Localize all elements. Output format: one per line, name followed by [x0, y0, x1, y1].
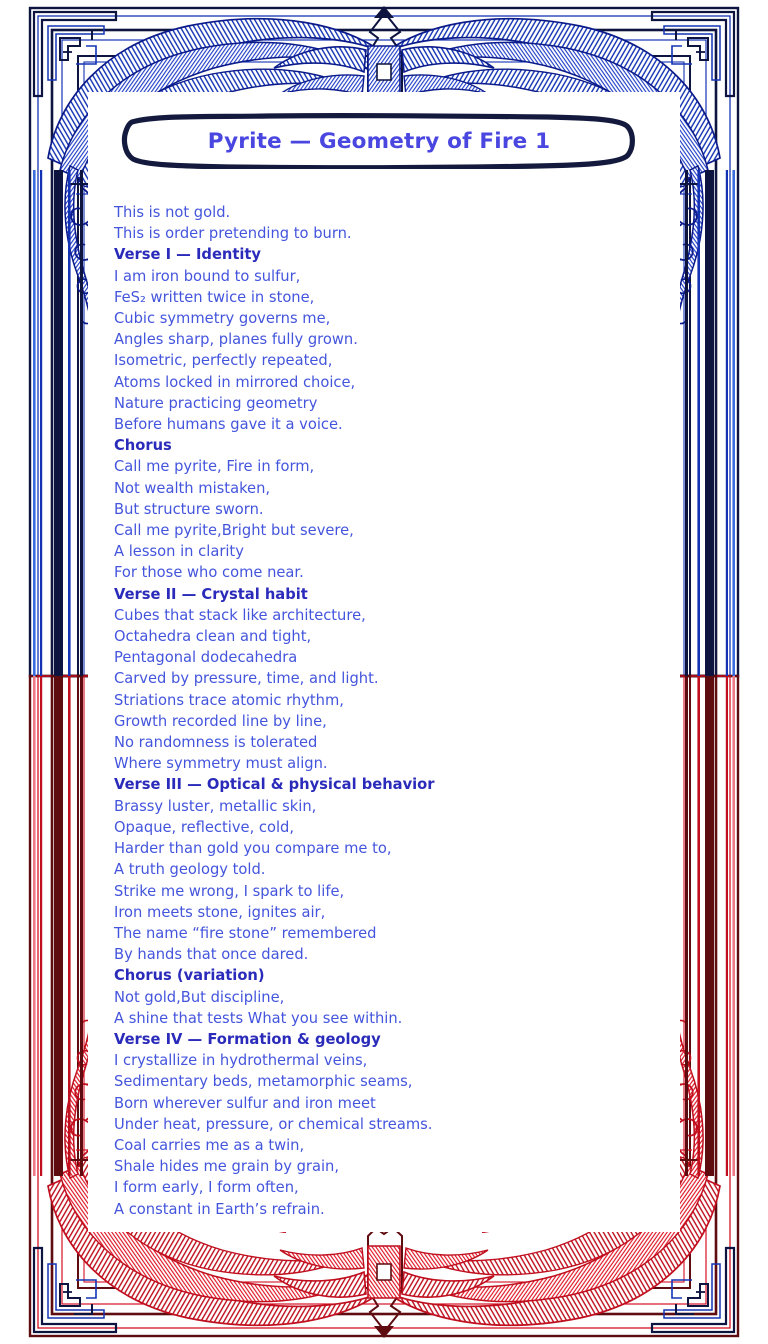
lyric-line: Nature practicing geometry [114, 394, 318, 412]
lyric-heading: Chorus (variation) [114, 967, 265, 985]
lyric-heading: Chorus [114, 437, 172, 455]
lyric-line: Cubes that stack like architecture, [114, 606, 366, 624]
lyric-line: Harder than gold you compare me to, [114, 840, 392, 858]
lyric-line: Before humans gave it a voice. [114, 416, 343, 434]
content-panel [88, 92, 680, 1232]
lyric-heading: Verse II — Crystal habit [114, 585, 308, 603]
lyric-line: I crystallize in hydrothermal veins, [114, 1052, 368, 1070]
lyric-line: Opaque, reflective, cold, [114, 818, 295, 836]
lyric-line: Striations trace atomic rhythm, [114, 691, 344, 709]
lyric-line: Iron meets stone, ignites air, [114, 903, 326, 921]
lyric-heading: Verse I — Identity [114, 246, 262, 264]
page-title: Pyrite — Geometry of Fire 1 [207, 128, 551, 154]
lyric-line: For those who come near. [114, 564, 304, 582]
lyrics-block [114, 202, 654, 1220]
lyric-line: Pentagonal dodecahedra [114, 649, 298, 667]
lyric-line: A constant in Earth’s refrain. [114, 1200, 325, 1218]
lyric-line: No randomness is tolerated [114, 734, 318, 752]
lyric-line: Cubic symmetry governs me, [114, 310, 331, 328]
lyric-line: Call me pyrite,Bright but severe, [114, 522, 354, 540]
lyric-line: Strike me wrong, I spark to life, [114, 882, 345, 900]
lyric-line: Where symmetry must align. [114, 755, 328, 773]
lyric-heading: Verse III — Optical & physical behavior [114, 776, 435, 794]
lyric-line: Not wealth mistaken, [114, 479, 271, 497]
lyric-line: Not gold,But discipline, [114, 988, 285, 1006]
lyric-line: Call me pyrite, Fire in form, [114, 458, 315, 476]
lyric-line: Atoms locked in mirrored choice, [114, 373, 356, 391]
title-plaque [118, 113, 640, 169]
lyric-line: Brassy luster, metallic skin, [114, 797, 317, 815]
lyric-line: A truth geology told. [114, 861, 266, 879]
lyric-line: I form early, I form often, [114, 1179, 299, 1197]
lyric-line: A lesson in clarity [114, 543, 244, 561]
lyric-line: FeS₂ written twice in stone, [114, 288, 315, 306]
lyric-line: Under heat, pressure, or chemical streams. [114, 1115, 433, 1133]
lyric-line: A shine that tests What you see within. [114, 1009, 403, 1027]
lyric-line: Sedimentary beds, metamorphic seams, [114, 1073, 413, 1091]
lyric-line: By hands that once dared. [114, 946, 309, 964]
lyric-heading: Verse IV — Formation & geology [114, 1030, 381, 1048]
lyric-line: Coal carries me as a twin, [114, 1136, 305, 1154]
lyric-line: I am iron bound to sulfur, [114, 267, 301, 285]
lyric-line: Isometric, perfectly repeated, [114, 352, 333, 370]
lyric-line: This is not gold. [114, 204, 231, 221]
lyric-line: Angles sharp, planes fully grown. [114, 331, 358, 349]
lyric-line: Carved by pressure, time, and light. [114, 670, 379, 688]
lyric-line: But structure sworn. [114, 500, 264, 518]
lyric-line: Octahedra clean and tight, [114, 628, 312, 646]
lyric-line: The name “fire stone” remembered [114, 924, 377, 942]
lyric-line: Shale hides me grain by grain, [114, 1158, 340, 1176]
lyric-line: Growth recorded line by line, [114, 712, 327, 730]
lyric-line: Born wherever sulfur and iron meet [114, 1094, 376, 1112]
lyric-line: This is order pretending to burn. [114, 225, 352, 243]
